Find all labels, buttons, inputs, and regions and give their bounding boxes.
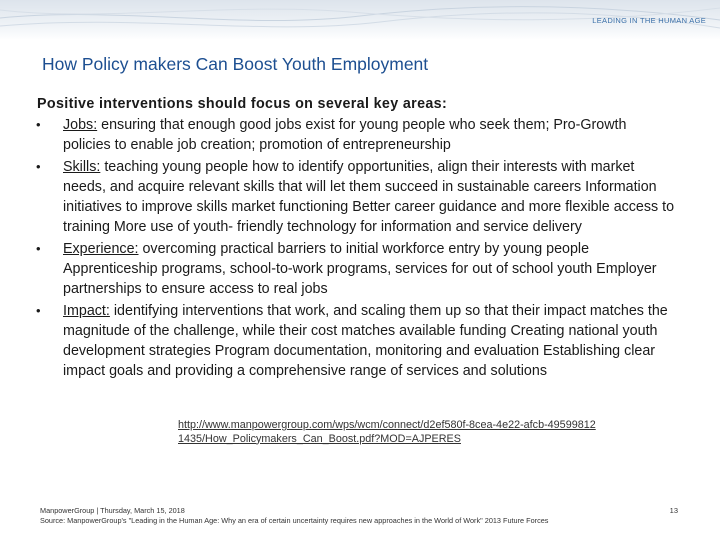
bullet-keyword: Jobs: bbox=[63, 117, 98, 133]
footer-source-line: Source: ManpowerGroup's "Leading in the Human Age: Why an era of certain uncertainty requires new approaches in the World of Work" 2013 Future Forces bbox=[40, 515, 549, 525]
footer bbox=[40, 506, 548, 525]
bullet-text: ensuring that enough good jobs exist for young people who seek them; Pro-Growth policies to enable job creation; promotion of entrepreneurship bbox=[63, 117, 627, 153]
slide-content bbox=[37, 94, 677, 383]
bullet-dot-icon: • bbox=[36, 117, 41, 132]
bullet-keyword: Experience: bbox=[63, 241, 139, 257]
header-tagline: LEADING IN THE HUMAN AGE bbox=[592, 16, 706, 25]
bullet-dot-icon: • bbox=[36, 303, 41, 318]
bullet-item-impact bbox=[37, 301, 677, 381]
bullet-list bbox=[37, 115, 677, 381]
bullet-item-skills bbox=[37, 157, 677, 237]
bullet-item-experience bbox=[37, 239, 677, 299]
footer-date-line: ManpowerGroup | Thursday, March 15, 2018 bbox=[40, 506, 185, 515]
bullet-text: overcoming practical barriers to initial workforce entry by young people Apprenticeship programs, school-to-work programs, services for out of school youth Employer partnerships to ensure access to real jobs bbox=[63, 241, 657, 297]
bullet-dot-icon: • bbox=[36, 241, 41, 256]
intro-heading: Positive interventions should focus on several key areas: bbox=[37, 96, 448, 112]
bullet-text: teaching young people how to identify opportunities, align their interests with market needs, and acquire relevant skills that will let them succeed in sustainable careers Information initiatives to improve skills market functioning Better career guidance and more flexible access to training More use of youth- friendly technology for information and service delivery bbox=[63, 159, 675, 235]
bullet-dot-icon: • bbox=[36, 159, 41, 174]
header-band bbox=[0, 0, 720, 40]
source-link[interactable]: http://www.manpowergroup.com/wps/wcm/connect/d2ef580f-8cea-4e22-afcb-495998121435/How_Policymakers_Can_Boost.pdf?MOD=AJPERES bbox=[178, 419, 596, 445]
bullet-keyword: Impact: bbox=[63, 303, 110, 319]
slide-title: How Policy makers Can Boost Youth Employment bbox=[42, 54, 429, 74]
page-number: 13 bbox=[669, 506, 678, 515]
bullet-text: identifying interventions that work, and scaling them up so that their impact matches the magnitude of the challenge, while their cost matches available funding Creating national youth development strategies Program documentation, monitoring and evaluation Establishing clear impact goals and providing a comprehensive range of services and solutions bbox=[63, 303, 668, 379]
bullet-item-jobs bbox=[37, 115, 677, 155]
bullet-keyword: Skills: bbox=[63, 159, 101, 175]
